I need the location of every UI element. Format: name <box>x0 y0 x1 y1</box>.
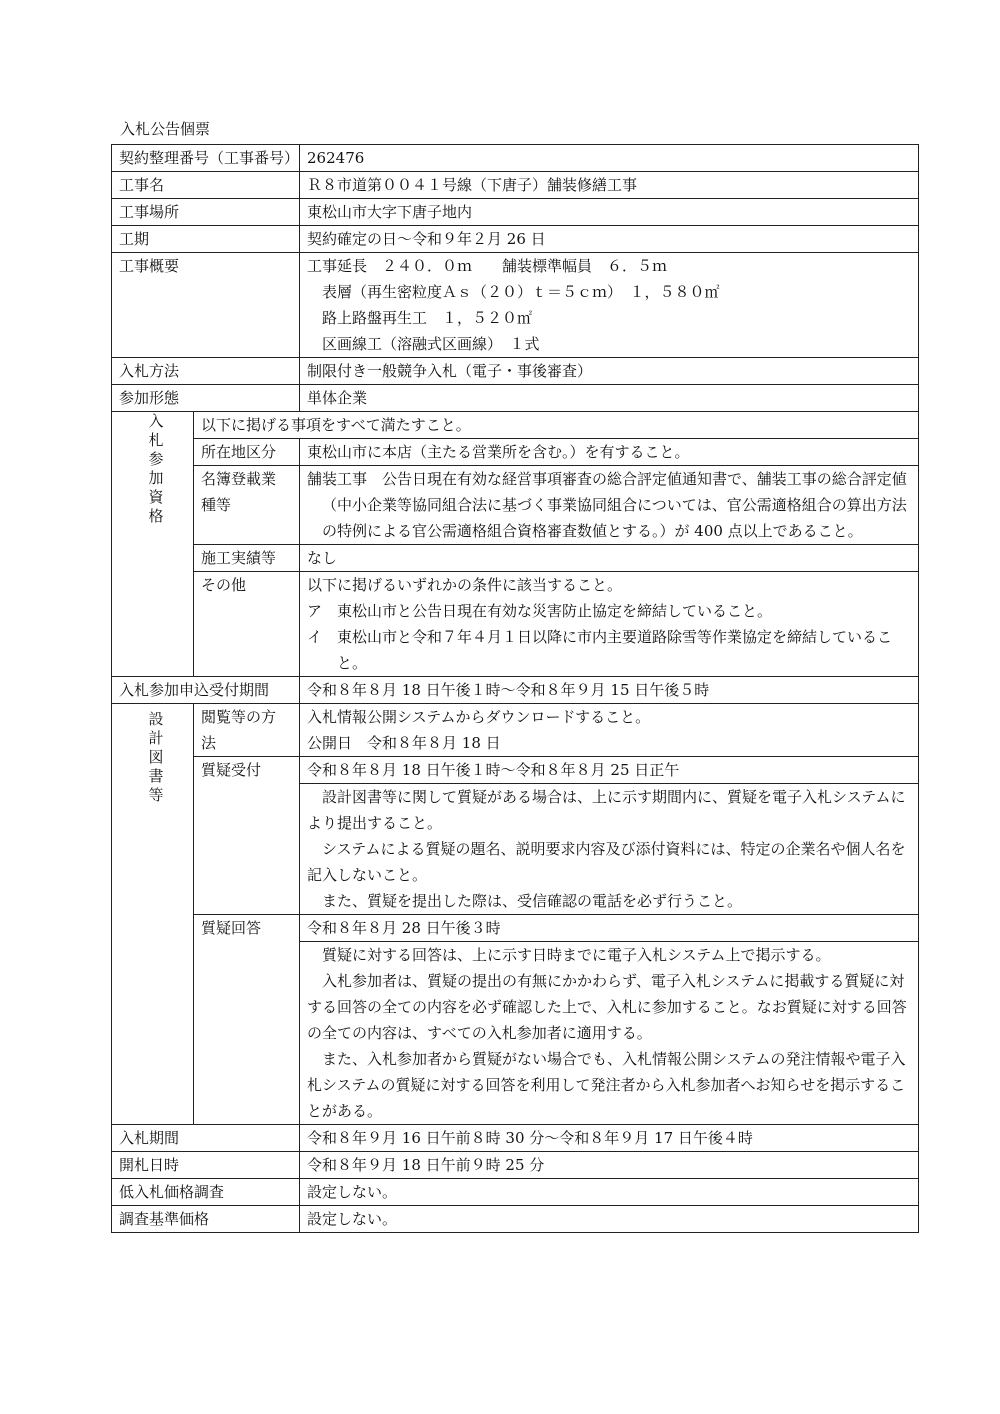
value-design-viewing <box>300 704 919 757</box>
value-answer-text <box>300 942 919 1125</box>
label-qual-location: 所在地区分 <box>194 439 300 466</box>
design-head-text: 設計図書等 <box>148 710 164 804</box>
label-line: 法 <box>201 734 217 752</box>
label-line: 種等 <box>201 496 232 514</box>
label-work-place: 工事場所 <box>112 199 300 226</box>
row-period <box>112 226 919 253</box>
question-para: 設計図書等に関して質疑がある場合は、上に示す期間内に、質疑を電子入札システムにより提出すること。 <box>307 788 906 832</box>
label-work-name: 工事名 <box>112 172 300 199</box>
label-qual-record: 施工実績等 <box>194 545 300 572</box>
value-qual-location: 東松山市に本店（主たる営業所を含む。）を有すること。 <box>300 439 919 466</box>
answer-para: 質疑に対する回答は、上に示す日時までに電子入札システム上で掲示する。 <box>322 946 831 964</box>
row-low-bid <box>112 1179 919 1206</box>
design-head <box>112 704 194 1125</box>
label-method: 入札方法 <box>112 358 300 385</box>
question-para: システムによる質疑の題名、説明要求内容及び添付資料には、特定の企業名や個人名を記入しないこと。 <box>307 840 906 884</box>
label-bid-period: 入札期間 <box>112 1125 300 1152</box>
row-outline <box>112 253 919 358</box>
row-method <box>112 358 919 385</box>
label-outline: 工事概要 <box>112 253 300 358</box>
row-design-viewing <box>112 704 919 757</box>
label-design-viewing <box>194 704 300 757</box>
value-application-period: 令和８年８月 18 日午後１時～令和８年９月 15 日午後５時 <box>300 677 919 704</box>
value-low-bid: 設定しない。 <box>300 1179 919 1206</box>
row-application-period <box>112 677 919 704</box>
outline-line: 工事延長 ２４０．０ｍ 舗装標準幅員 ６．５ｍ <box>307 257 668 275</box>
value-qual-registry <box>300 466 919 545</box>
row-work-name <box>112 172 919 199</box>
label-base-price: 調査基準価格 <box>112 1206 300 1233</box>
notice-table <box>111 144 919 1233</box>
other-item: ア 東松山市と公告日現在有効な災害防止協定を締結していること。 <box>307 602 773 620</box>
other-item: イ 東松山市と令和７年４月１日以降に市内主要道路除雪等作業協定を締結していること。 <box>307 628 893 672</box>
value-form: 単体企業 <box>300 385 919 412</box>
viewing-line: 公開日 令和８年８月 18 日 <box>307 734 501 752</box>
other-intro: 以下に掲げるいずれかの条件に該当すること。 <box>307 576 623 594</box>
value-period: 契約確定の日～令和９年２月 26 日 <box>300 226 919 253</box>
row-base-price <box>112 1206 919 1233</box>
value-work-name: Ｒ８市道第００４１号線（下唐子）舗装修繕工事 <box>300 172 919 199</box>
row-form <box>112 385 919 412</box>
label-application-period: 入札参加申込受付期間 <box>112 677 300 704</box>
row-qual-intro <box>112 412 919 439</box>
answer-para: また、入札参加者から質疑がない場合でも、入札情報公開システムの発注情報や電子入札システムの質疑に対する回答を利用して発注者から入札参加者へお知らせを掲示することがある。 <box>307 1050 906 1120</box>
row-contract-no <box>112 145 919 172</box>
document-title: 入札公告個票 <box>120 120 211 138</box>
row-design-answer <box>112 915 919 942</box>
row-bid-period <box>112 1125 919 1152</box>
row-opening <box>112 1152 919 1179</box>
row-design-question <box>112 757 919 784</box>
value-base-price: 設定しない。 <box>300 1206 919 1233</box>
value-method: 制限付き一般競争入札（電子・事後審査） <box>300 358 919 385</box>
label-low-bid: 低入札価格調査 <box>112 1179 300 1206</box>
label-contract-no: 契約整理番号（工事番号） <box>112 145 300 172</box>
outline-line: 区画線工（溶融式区画線） １式 <box>322 335 540 353</box>
label-design-answer: 質疑回答 <box>194 915 300 1125</box>
outline-line: 表層（再生密粒度Ａｓ（２０）ｔ＝５ｃｍ） １，５８０㎡ <box>322 283 720 301</box>
value-qual-record: なし <box>300 545 919 572</box>
value-outline <box>300 253 919 358</box>
value-bid-period: 令和８年９月 16 日午前８時 30 分～令和８年９月 17 日午後４時 <box>300 1125 919 1152</box>
registry-text: 舗装工事 公告日現在有効な経営事項審査の総合評定値通知書で、舗装工事の総合評定値（中小企業等協同組合法に基づく事業協同組合については、官公需適格組合の算出方法の特例による官公需適格組合資格審査数値とする。）が 400 点以上であること。 <box>307 470 907 540</box>
label-line: 名簿登載業 <box>201 470 277 488</box>
value-question-period: 令和８年８月 18 日午後１時～令和８年８月 25 日正午 <box>300 757 919 784</box>
row-qual-other <box>112 572 919 677</box>
question-para: また、質疑を提出した際は、受信確認の電話を必ず行うこと。 <box>322 892 743 910</box>
value-question-text <box>300 784 919 915</box>
label-line: 閲覧等の方 <box>201 708 277 726</box>
value-opening: 令和８年９月 18 日午前９時 25 分 <box>300 1152 919 1179</box>
row-work-place <box>112 199 919 226</box>
qualification-head <box>112 412 194 677</box>
label-qual-other: その他 <box>194 572 300 677</box>
value-work-place: 東松山市大字下唐子地内 <box>300 199 919 226</box>
value-answer-date: 令和８年８月 28 日午後３時 <box>300 915 919 942</box>
label-form: 参加形態 <box>112 385 300 412</box>
row-qual-record <box>112 545 919 572</box>
qual-intro: 以下に掲げる事項をすべて満たすこと。 <box>194 412 919 439</box>
row-qual-registry <box>112 466 919 545</box>
label-opening: 開札日時 <box>112 1152 300 1179</box>
label-qual-registry <box>194 466 300 545</box>
value-qual-other <box>300 572 919 677</box>
label-design-question: 質疑受付 <box>194 757 300 915</box>
qualification-head-text: 入札参加資格 <box>148 412 164 525</box>
outline-line: 路上路盤再生工 １，５２０㎡ <box>322 309 533 327</box>
viewing-line: 入札情報公開システムからダウンロードすること。 <box>307 708 651 726</box>
label-period: 工期 <box>112 226 300 253</box>
value-contract-no: 262476 <box>300 145 919 172</box>
answer-para: 入札参加者は、質疑の提出の有無にかかわらず、電子入札システムに掲載する質疑に対する回答の全ての内容を必ず確認した上で、入札に参加すること。なお質疑に対する回答の全ての内容は、すべての入札参加者に適用する。 <box>307 972 907 1042</box>
row-qual-location <box>112 439 919 466</box>
